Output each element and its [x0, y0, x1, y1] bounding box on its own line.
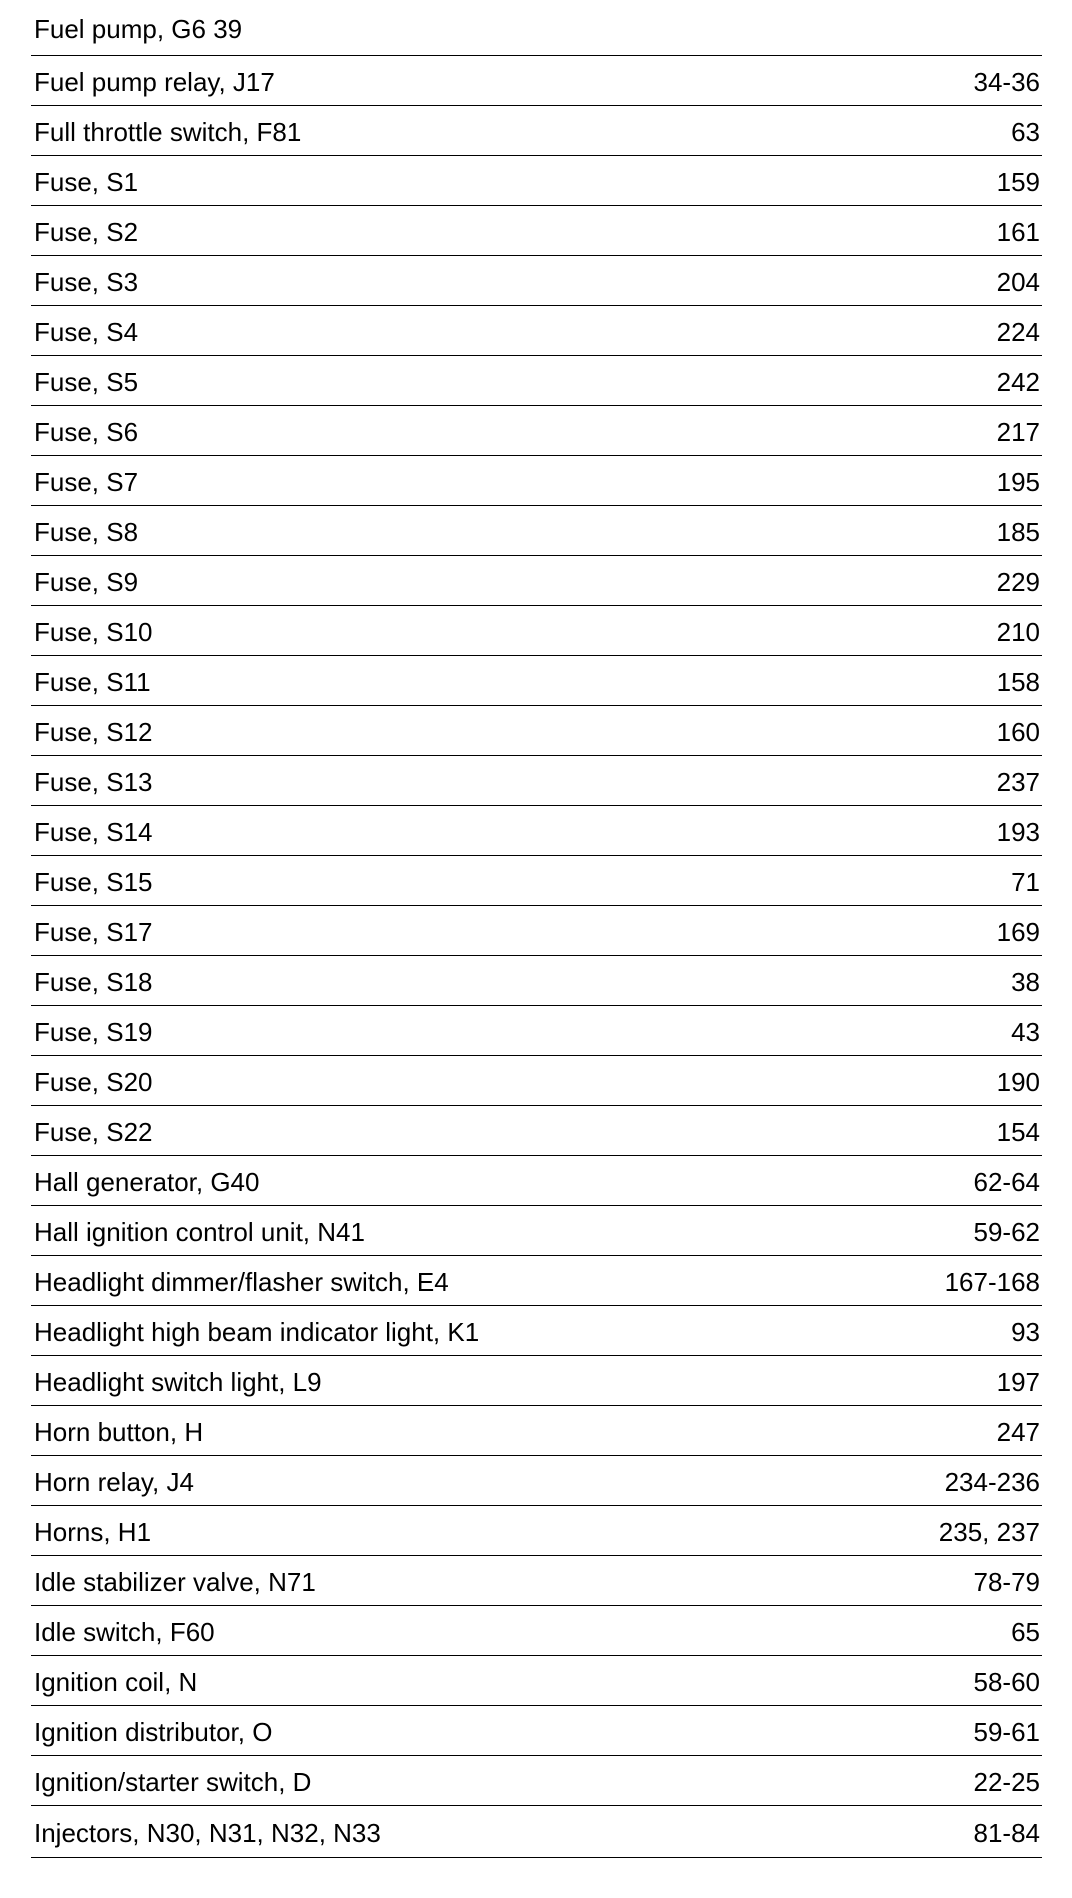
page-reference: 195 — [996, 466, 1040, 497]
table-row — [31, 56, 1042, 106]
table-row — [31, 0, 1042, 56]
page-reference: 154 — [996, 1116, 1040, 1147]
page-reference: 58-60 — [973, 1666, 1040, 1697]
table-row — [31, 856, 1042, 906]
page-reference: 78-79 — [973, 1566, 1040, 1597]
table-row — [31, 906, 1042, 956]
table-row — [31, 1806, 1042, 1858]
page-reference: 242 — [996, 366, 1040, 397]
page-reference: 158 — [996, 666, 1040, 697]
component-name: Fuel pump, G6 39 — [34, 13, 243, 44]
component-name: Horns, H1 — [34, 1516, 152, 1547]
page-reference: 159 — [996, 166, 1040, 197]
table-row — [31, 1556, 1042, 1606]
table-row — [31, 1606, 1042, 1656]
table-row — [31, 556, 1042, 606]
component-name: Fuse, S19 — [34, 1016, 153, 1047]
component-name: Fuel pump relay, J17 — [34, 66, 275, 97]
component-name: Fuse, S5 — [34, 366, 139, 397]
page-reference: 167-168 — [944, 1266, 1040, 1297]
table-row — [31, 1656, 1042, 1706]
page-reference: 65 — [1011, 1616, 1040, 1647]
table-row — [31, 456, 1042, 506]
page-reference: 59-61 — [973, 1716, 1040, 1747]
table-row — [31, 656, 1042, 706]
page-reference: 235, 237 — [938, 1516, 1040, 1547]
table-row — [31, 1506, 1042, 1556]
page-reference: 247 — [996, 1416, 1040, 1447]
component-name: Headlight high beam indicator light, K1 — [34, 1316, 480, 1347]
table-row — [31, 156, 1042, 206]
component-name: Hall ignition control unit, N41 — [34, 1216, 365, 1247]
component-name: Idle switch, F60 — [34, 1616, 215, 1647]
page-reference: 34-36 — [973, 66, 1040, 97]
table-row — [31, 256, 1042, 306]
page-reference: 38 — [1011, 966, 1040, 997]
page-reference: 160 — [996, 716, 1040, 747]
page-reference: 62-64 — [973, 1166, 1040, 1197]
page-reference: 229 — [996, 566, 1040, 597]
table-row — [31, 1006, 1042, 1056]
table-row — [31, 406, 1042, 456]
component-name: Fuse, S22 — [34, 1116, 153, 1147]
table-row — [31, 1406, 1042, 1456]
table-row — [31, 756, 1042, 806]
component-name: Ignition/starter switch, D — [34, 1766, 312, 1797]
component-name: Fuse, S17 — [34, 916, 153, 947]
component-name: Fuse, S13 — [34, 766, 153, 797]
component-name: Horn relay, J4 — [34, 1466, 194, 1497]
page-reference: 161 — [996, 216, 1040, 247]
table-row — [31, 1206, 1042, 1256]
component-name: Fuse, S4 — [34, 316, 139, 347]
page-reference: 63 — [1011, 116, 1040, 147]
component-name: Fuse, S9 — [34, 566, 139, 597]
table-row — [31, 1106, 1042, 1156]
component-name: Fuse, S1 — [34, 166, 139, 197]
table-row — [31, 1356, 1042, 1406]
page-reference: 22-25 — [973, 1766, 1040, 1797]
page-reference: 185 — [996, 516, 1040, 547]
component-name: Fuse, S20 — [34, 1066, 153, 1097]
component-name: Fuse, S3 — [34, 266, 139, 297]
page-reference: 217 — [996, 416, 1040, 447]
component-name: Fuse, S12 — [34, 716, 153, 747]
component-name: Fuse, S10 — [34, 616, 153, 647]
component-name: Horn button, H — [34, 1416, 204, 1447]
page-reference: 193 — [996, 816, 1040, 847]
page-reference: 93 — [1011, 1316, 1040, 1347]
table-row — [31, 1156, 1042, 1206]
table-row — [31, 706, 1042, 756]
component-name: Fuse, S11 — [34, 666, 151, 697]
table-row — [31, 106, 1042, 156]
table-row — [31, 1456, 1042, 1506]
page-reference: 169 — [996, 916, 1040, 947]
table-row — [31, 956, 1042, 1006]
table-row — [31, 1706, 1042, 1756]
component-index-table — [31, 0, 1042, 1858]
table-row — [31, 506, 1042, 556]
table-row — [31, 1056, 1042, 1106]
component-name: Fuse, S8 — [34, 516, 139, 547]
table-row — [31, 1306, 1042, 1356]
component-name: Fuse, S2 — [34, 216, 139, 247]
component-name: Fuse, S6 — [34, 416, 139, 447]
table-row — [31, 1756, 1042, 1806]
table-row — [31, 206, 1042, 256]
component-name: Fuse, S18 — [34, 966, 153, 997]
component-name: Ignition distributor, O — [34, 1716, 273, 1747]
page-reference: 43 — [1011, 1016, 1040, 1047]
page-reference: 234-236 — [944, 1466, 1040, 1497]
component-name: Hall generator, G40 — [34, 1166, 260, 1197]
table-row — [31, 1256, 1042, 1306]
table-row — [31, 356, 1042, 406]
page-reference: 197 — [996, 1366, 1040, 1397]
page-reference: 237 — [996, 766, 1040, 797]
table-row — [31, 606, 1042, 656]
component-name: Fuse, S14 — [34, 816, 153, 847]
page-reference: 71 — [1011, 866, 1040, 897]
page-reference: 204 — [996, 266, 1040, 297]
component-name: Headlight switch light, L9 — [34, 1366, 322, 1397]
component-name: Full throttle switch, F81 — [34, 116, 302, 147]
page-reference: 81-84 — [973, 1817, 1040, 1848]
page-reference: 224 — [996, 316, 1040, 347]
page-reference: 190 — [996, 1066, 1040, 1097]
page-reference: 210 — [996, 616, 1040, 647]
page-reference: 59-62 — [973, 1216, 1040, 1247]
component-name: Injectors, N30, N31, N32, N33 — [34, 1817, 381, 1848]
component-name: Headlight dimmer/flasher switch, E4 — [34, 1266, 449, 1297]
component-name: Fuse, S7 — [34, 466, 139, 497]
table-row — [31, 806, 1042, 856]
component-name: Fuse, S15 — [34, 866, 153, 897]
table-row — [31, 306, 1042, 356]
component-name: Idle stabilizer valve, N71 — [34, 1566, 316, 1597]
component-name: Ignition coil, N — [34, 1666, 198, 1697]
